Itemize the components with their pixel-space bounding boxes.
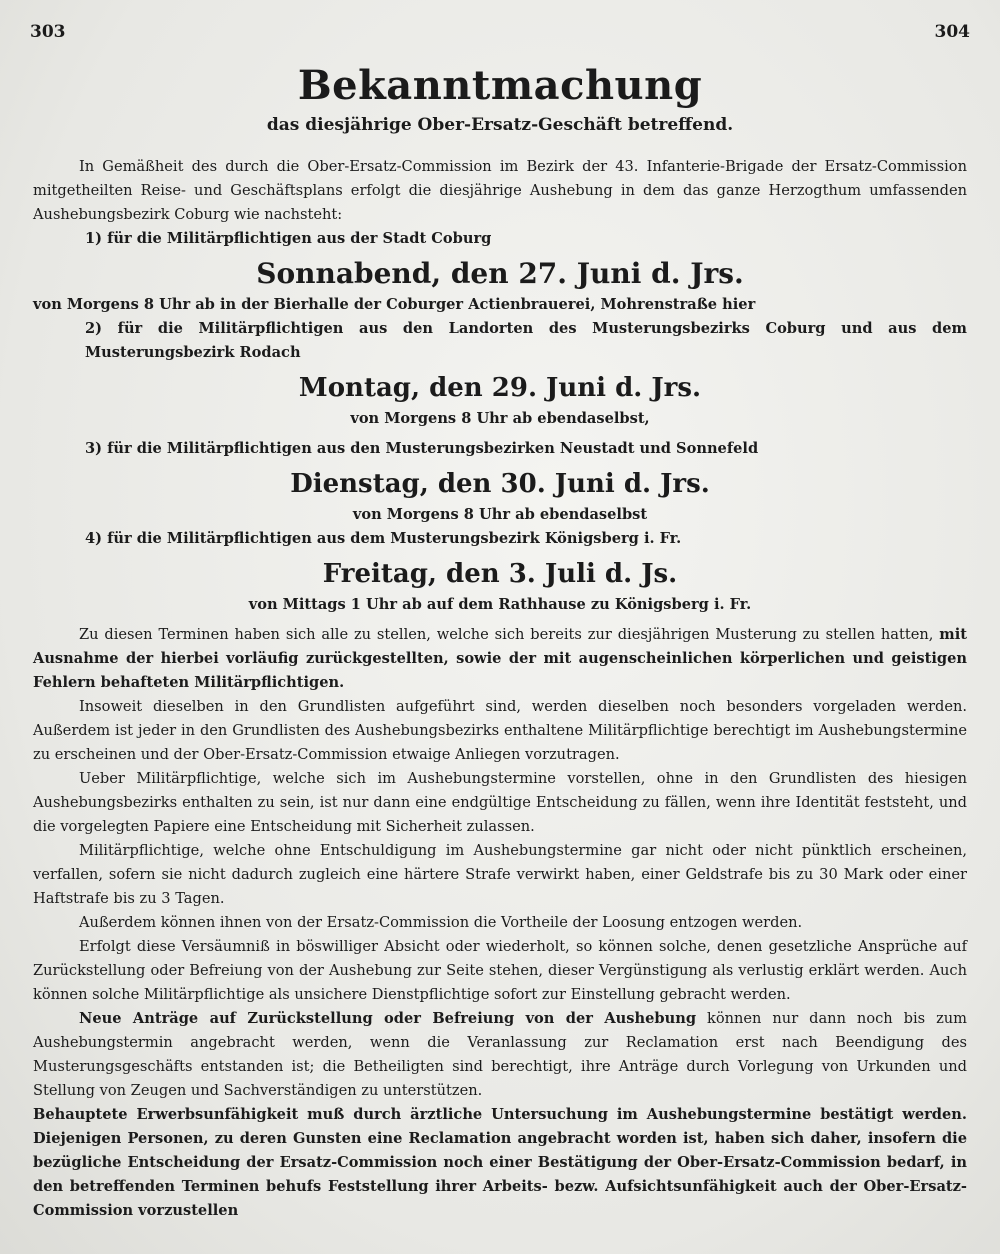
paragraph-new-applications-text: können nur dann noch bis zum Aushebungstermin angebracht werden, wenn die Veranlassung zur Reclamation erst nach Beendigung des Musterungsgeschäfts entstanden ist; die Betheiligten sind berechtigt, ihre Anträge durch Vorlegung von Urkunden und Stellung von Zeugen und Sachverständigen zu unterstützen. — [33, 1010, 967, 1099]
paragraph-summons: Insoweit dieselben in den Grundlisten aufgeführt sind, werden dieselben noch besonders vorgeladen werden. Außerdem ist jeder in den Grundlisten des Aushebungsbezirks enthaltene Militärpflichtige berechtigt im Aushebungstermine zu erscheinen und der Ober-Ersatz-Commission etwaige Anliegen vorzutragen. — [33, 698, 967, 763]
paragraph-identity: Ueber Militärpflichtige, welche sich im Aushebungstermine vorstellen, ohne in den Grundlisten des hiesigen Aushebungsbezirks enthalten zu sein, ist nur dann eine endgültige Entscheidung zu fällen, wenn ihre Identität feststeht, und die vorgelegten Papiere eine Entscheidung mit Sicherheit zulassen. — [33, 770, 967, 835]
schedule-date-2: Montag, den 29. Juni d. Jrs. — [298, 373, 702, 403]
page-number-right: 304 — [934, 22, 970, 42]
schedule-time-2: von Morgens 8 Uhr ab ebendaselbst, — [350, 410, 650, 427]
page-number-left: 303 — [30, 22, 66, 42]
paragraph-new-applications — [33, 1007, 967, 1103]
schedule-item-2: 2) für die Militärpflichtigen aus den Landorten des Musterungsbezirks Coburg und aus dem Musterungsbezirk Rodach — [85, 320, 967, 361]
schedule-time-3: von Morgens 8 Uhr ab ebendaselbst — [352, 506, 648, 523]
schedule-time-1: von Morgens 8 Uhr ab in der Bierhalle der Coburger Actienbrauerei, Mohrenstraße hier — [33, 296, 756, 313]
intro-paragraph: In Gemäßheit des durch die Ober-Ersatz-Commission im Bezirk der 43. Infanterie-Brigade der Ersatz-Commission mitgetheilten Reise- und Geschäftsplans erfolgt die diesjährige Aushebung in dem das ganze Herzogthum umfassenden Aushebungsbezirk Coburg wie nachsteht: — [33, 158, 967, 223]
paragraph-new-applications-lead: Neue Anträge auf Zurückstellung oder Befreiung von der Aushebung — [79, 1010, 697, 1027]
paragraph-appearance-text: Zu diesen Terminen haben sich alle zu stellen, welche sich bereits zur diesjährigen Musterung zu stellen hatten, — [79, 626, 940, 643]
schedule-item-1: 1) für die Militärpflichtigen aus der Stadt Coburg — [85, 230, 492, 247]
paragraph-lottery: Außerdem können ihnen von der Ersatz-Commission die Vortheile der Loosung entzogen werden. — [79, 914, 803, 931]
paragraph-appearance-exception: mit Ausnahme der hierbei vorläufig zurückgestellten, sowie der mit augenscheinlichen körperlichen und geistigen Fehlern behafteten Militärpflichtigen. — [33, 626, 967, 691]
notice-subtitle: das diesjährige Ober-Ersatz-Geschäft betreffend. — [266, 115, 734, 135]
schedule-time-4: von Mittags 1 Uhr ab auf dem Rathhause zu Königsberg i. Fr. — [248, 596, 752, 613]
paragraph-wilful-absence: Erfolgt diese Versäumniß in böswilliger Absicht oder wiederholt, so können solche, denen gesetzliche Ansprüche auf Zurückstellung oder Befreiung von der Aushebung zur Seite stehen, dieser Vergünstigung als verlustig erklärt werden. Auch können solche Militärpflichtige als unsichere Dienstpflichtige sofort zur Einstellung gebracht werden. — [33, 938, 967, 1003]
paragraph-appearance — [33, 623, 967, 695]
schedule-date-3: Dienstag, den 30. Juni d. Jrs. — [290, 469, 710, 499]
schedule-item-4: 4) für die Militärpflichtigen aus dem Musterungsbezirk Königsberg i. Fr. — [85, 530, 682, 547]
schedule-date-1: Sonnabend, den 27. Juni d. Jrs. — [256, 257, 744, 290]
schedule-date-4: Freitag, den 3. Juli d. Js. — [322, 559, 678, 589]
paragraph-incapacity: Behauptete Erwerbsunfähigkeit muß durch ärztliche Untersuchung im Aushebungstermine bestätigt werden. Diejenigen Personen, zu deren Gunsten eine Reclamation angebracht worden ist, haben sich daher, insofern die bezügliche Entscheidung der Ersatz-Commission noch einer Bestätigung der Ober-Ersatz-Commission bedarf, in den betreffenden Terminen behufs Feststellung ihrer Arbeits- bezw. Aufsichtsunfähigkeit auch der Ober-Ersatz-Commission vorzustellen — [33, 1106, 967, 1219]
paragraph-penalty: Militärpflichtige, welche ohne Entschuldigung im Aushebungstermine gar nicht oder nicht pünktlich erscheinen, verfallen, sofern sie nicht dadurch zugleich eine härtere Strafe verwirkt haben, einer Geldstrafe bis zu 30 Mark oder einer Haftstrafe bis zu 3 Tagen. — [33, 842, 967, 907]
schedule-item-3: 3) für die Militärpflichtigen aus den Musterungsbezirken Neustadt und Sonnefeld — [85, 440, 759, 457]
notice-title: Bekanntmachung — [297, 62, 703, 109]
notice-body — [33, 62, 967, 1223]
